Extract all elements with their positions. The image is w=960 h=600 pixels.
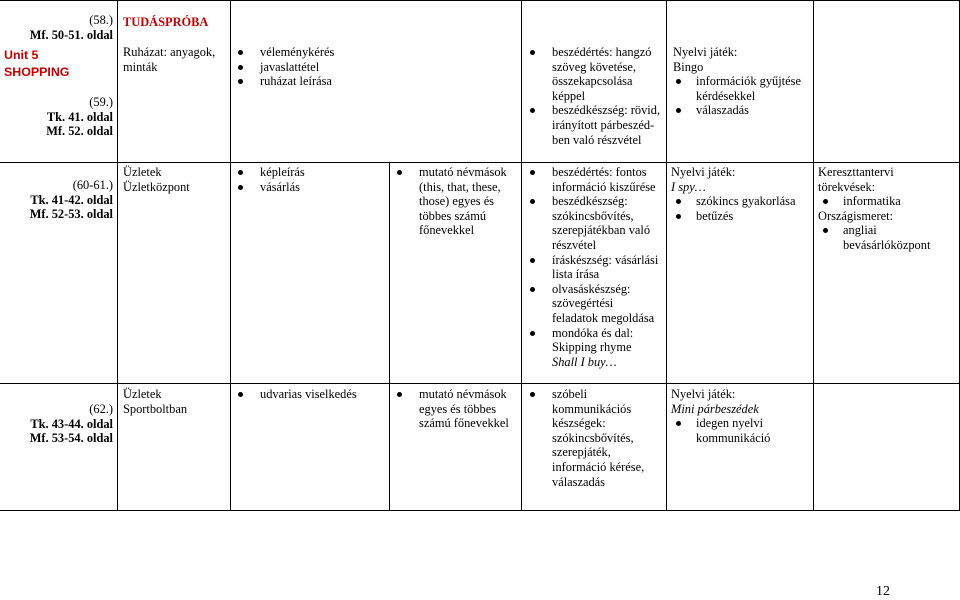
bullet-icon: [823, 199, 828, 204]
bullet-icon: [238, 170, 243, 175]
col-divider-4: [521, 0, 522, 510]
bullet-icon: [530, 199, 535, 204]
list-item: udvarias viselkedés: [260, 387, 388, 402]
bullet-icon: [530, 170, 535, 175]
functions-list-r2: [260, 165, 388, 194]
bullet-icon: [676, 79, 681, 84]
bullet-icon: [530, 50, 535, 55]
table-bottom-border: [0, 510, 960, 511]
list-item: szókincs gyakorlása: [671, 194, 811, 209]
bullet-icon: [676, 108, 681, 113]
list-item: szóbeli kommunikációs készségek: szókincsbővítés, szerepjáték, információ kérése, válaszadás: [552, 387, 664, 489]
col-divider-1: [117, 0, 118, 510]
list-item: véleménykérés: [260, 45, 388, 60]
unit-label: Unit 5 SHOPPING: [4, 48, 70, 79]
list-item: javaslattétel: [260, 60, 388, 75]
bullet-icon: [530, 331, 535, 336]
list-item: íráskészség: vásárlási lista írása: [552, 253, 664, 282]
col-divider-6: [813, 0, 814, 510]
topic-clothing: Ruházat: anyagok, minták: [123, 45, 216, 74]
bullet-icon: [530, 258, 535, 263]
bullet-icon: [238, 392, 243, 397]
bullet-icon: [238, 79, 243, 84]
list-item: beszédkészség: szókincsbővítés, szerepjátékban való részvétel: [552, 194, 664, 252]
grammar-r2: [419, 165, 519, 238]
list-item: mondóka és dal: Skipping rhyme Shall I buy…: [552, 326, 664, 370]
list-item: információk gyűjtése kérdésekkel: [673, 74, 811, 103]
game-r2: Nyelvi játék: I spy… szókincs gyakorlása betűzés: [671, 165, 811, 223]
list-item: angliai bevásárlóközpont: [818, 223, 958, 252]
list-item: beszédértés: hangzó szöveg követése, összekapcsolása képpel: [552, 45, 664, 103]
game-r1: Nyelvi játék: Bingo információk gyűjtése kérdésekkel válaszadás: [673, 45, 811, 118]
list-item: képleírás: [260, 165, 388, 180]
list-item: informatika: [818, 194, 958, 209]
page-number: 12: [876, 584, 890, 599]
col-divider-3: [389, 162, 390, 510]
lesson-ref-58: (58.) Mf. 50-51. oldal: [29, 13, 113, 42]
list-item: vásárlás: [260, 180, 388, 195]
bullet-icon: [823, 228, 828, 233]
list-item: beszédértés: fontos információ kiszűrése: [552, 165, 664, 194]
list-item: beszédkészség: rövid, irányított párbeszéd- ben való részvétel: [552, 103, 664, 147]
bullet-icon: [676, 199, 681, 204]
list-item: idegen nyelvi kommunikáció: [671, 416, 811, 445]
col-divider-2: [230, 0, 231, 510]
list-item: mutató névmások (this, that, these, those) egyes és többes számú főnevekkel: [419, 165, 519, 238]
lesson-ref-60-61: (60-61.) Tk. 41-42. oldal Mf. 52-53. oldal: [29, 178, 113, 222]
bullet-icon: [397, 170, 402, 175]
list-item: válaszadás: [673, 103, 811, 118]
bullet-icon: [530, 287, 535, 292]
list-item: ruházat leírása: [260, 74, 388, 89]
lesson-ref-62: (62.) Tk. 43-44. oldal Mf. 53-54. oldal: [29, 402, 113, 446]
row-divider-1: [0, 162, 960, 163]
bullet-icon: [238, 50, 243, 55]
bullet-icon: [238, 185, 243, 190]
lesson-ref-59: (59.) Tk. 41. oldal Mf. 52. oldal: [46, 95, 113, 139]
skills-list-r2: [552, 165, 664, 369]
cross-curricular-r2: Kereszttantervi törekvések: informatika Országismeret: angliai bevásárlóközpont: [818, 165, 958, 253]
bullet-icon: [530, 392, 535, 397]
bullet-icon: [676, 421, 681, 426]
functions-list-r3: [260, 387, 388, 402]
list-item: mutató névmások egyes és többes számú főnevekkel: [419, 387, 519, 431]
bullet-icon: [676, 214, 681, 219]
section-title: TUDÁSPRÓBA: [123, 15, 209, 29]
row-divider-2: [0, 383, 960, 384]
list-item: olvasáskészség: szövegértési feladatok megoldása: [552, 282, 664, 326]
topic-shops: Üzletek Üzletközpont: [123, 165, 190, 194]
bullet-icon: [397, 392, 402, 397]
grammar-r3: [419, 387, 519, 431]
topic-sports-shop: Üzletek Sportboltban: [123, 387, 188, 416]
bullet-icon: [238, 65, 243, 70]
col-divider-5: [666, 0, 667, 510]
game-r3: Nyelvi játék: Mini párbeszédek idegen nyelvi kommunikáció: [671, 387, 811, 445]
bullet-icon: [530, 108, 535, 113]
table-top-border: [0, 0, 960, 1]
skills-list-r3: [552, 387, 664, 489]
list-item: betűzés: [671, 209, 811, 224]
functions-list-r1: [260, 45, 388, 89]
skills-list-r1: [552, 45, 664, 147]
